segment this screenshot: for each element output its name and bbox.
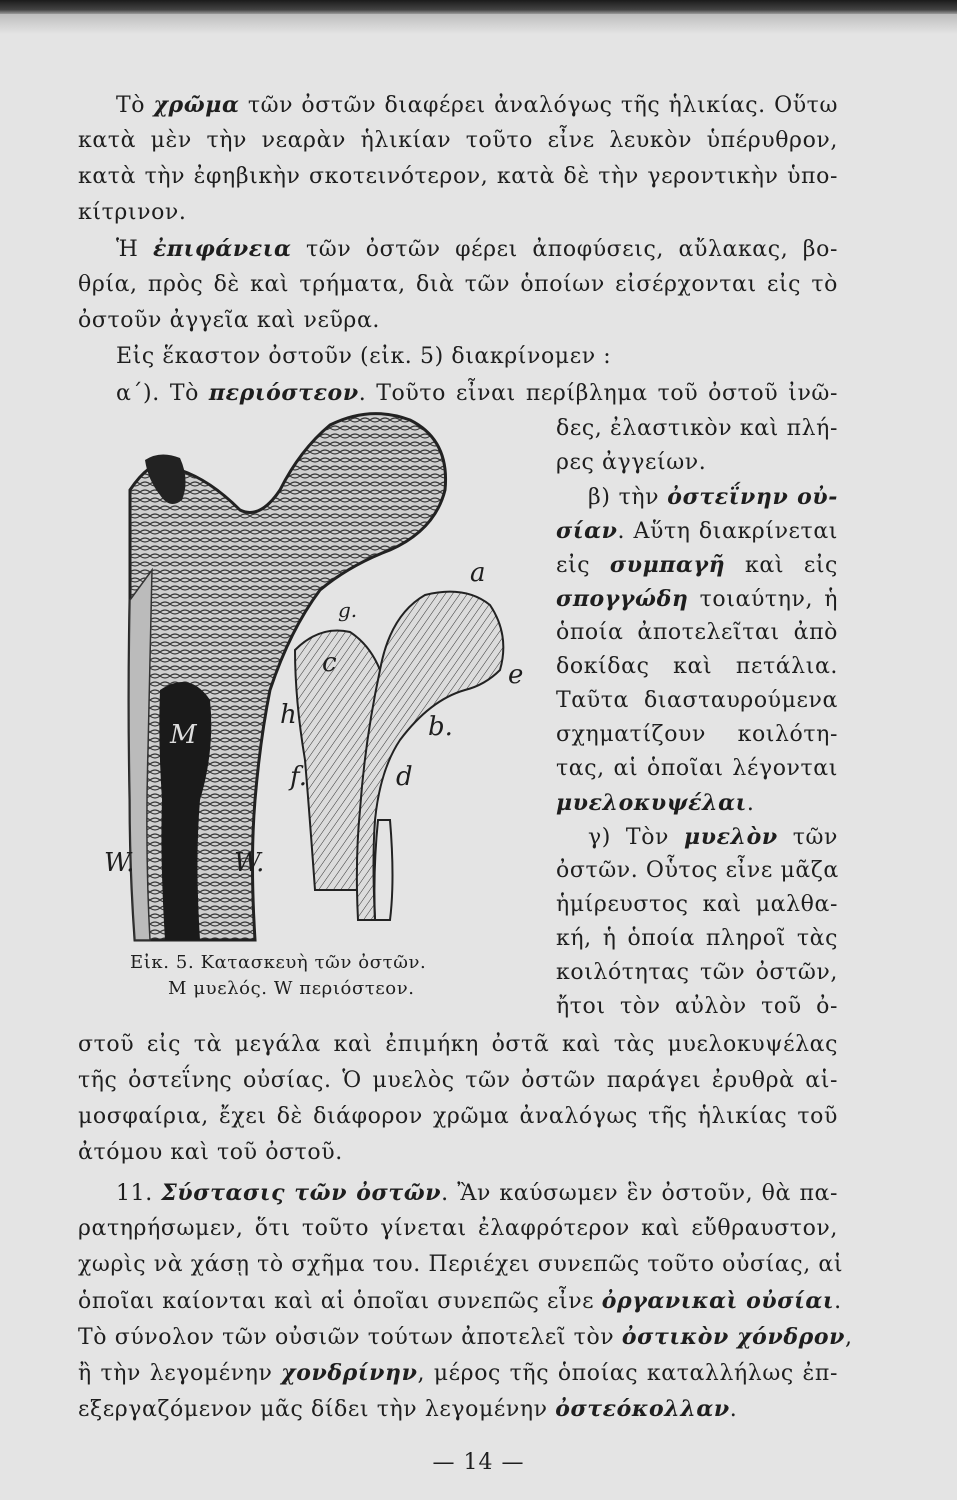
- column-line: κή, ἡ ὁποία πληροῖ τὰς: [556, 926, 838, 951]
- figure-label-W-left: W.: [104, 848, 135, 878]
- section-heading-line: 11. Σύστασις τῶν ὀστῶν. Ἂν καύσωμεν ἓν ὀστοῦν, θὰ πα-: [116, 1180, 839, 1206]
- column-line: ἤτοι τὸν αὐλὸν τοῦ ὀ-: [556, 994, 838, 1019]
- text-line: κατὰ μὲν τὴν νεαρὰν ἡλικίαν τοῦτο εἶνε λευκὸν ὑπέρυθρον,: [78, 128, 838, 153]
- text-line: τῆς ὀστεΐνης οὐσίας. Ὁ μυελὸς τῶν ὀστῶν παράγει ἐρυθρὰ αἱ-: [78, 1068, 838, 1093]
- column-line: σίαν. Αὕτη διακρίνεται: [556, 518, 838, 544]
- figure-label-e: e: [508, 660, 524, 690]
- figure-label-g: g.: [338, 598, 358, 622]
- figure-label-h: h: [280, 700, 297, 730]
- text-line: Τὸ σύνολον τῶν οὐσιῶν τούτων ἀποτελεῖ τὸν ὀστικὸν χόνδρον,: [78, 1324, 853, 1350]
- text-line: εξεργαζόμενον μᾶς δίδει τὴν λεγομένην ὀστεόκολλαν.: [78, 1396, 738, 1422]
- text-line: ὁποῖαι καίονται καὶ αἱ ὁποῖαι συνεπῶς εἶνε ὀργανικαὶ οὐσίαι.: [78, 1288, 842, 1314]
- figure-label-M: M: [170, 720, 197, 750]
- column-line: γ) Τὸν μυελὸν τῶν: [588, 824, 838, 850]
- column-line: ρες ἀγγείων.: [556, 450, 707, 475]
- column-line: ἡμίρευστος καὶ μαλθα-: [556, 892, 838, 917]
- text-line: κατὰ τὴν ἐφηβικὴν σκοτεινότερον, κατὰ δὲ τὴν γεροντικὴν ὑπο-: [78, 164, 838, 189]
- text-line: ἢ τὴν λεγομένην χονδρίνην, μέρος τῆς ὁποίας καταλλήλως ἐπ-: [78, 1360, 838, 1386]
- text-line: ὀστοῦν ἀγγεῖα καὶ νεῦρα.: [78, 308, 381, 333]
- figure-label-a: a: [470, 558, 486, 588]
- figure-caption: Εἰκ. 5. Κατασκευὴ τῶν ὀστῶν.: [130, 952, 427, 973]
- bone-figure: [90, 400, 550, 960]
- text-line: Τὸ χρῶμα τῶν ὀστῶν διαφέρει ἀναλόγως τῆς ἡλικίας. Οὕτω: [116, 92, 838, 118]
- text-line: μοσφαίρια, ἔχει δὲ διάφορον χρῶμα ἀναλόγως τῆς ἡλικίας τοῦ: [78, 1104, 838, 1129]
- column-line: μυελοκυψέλαι.: [556, 790, 755, 816]
- text-line: ρατηρήσωμεν, ὅτι τοῦτο γίνεται ἐλαφρότερον καὶ εὔθραυστον,: [78, 1216, 838, 1241]
- figure-label-f: f.: [290, 762, 307, 792]
- column-line: δες, ἐλαστικὸν καὶ πλή-: [556, 416, 838, 441]
- page-number: — 14 —: [432, 1450, 525, 1475]
- text-line: Εἰς ἕκαστον ὀστοῦν (εἰκ. 5) διακρίνομεν :: [116, 344, 612, 369]
- femur-illustration: [90, 400, 550, 960]
- figure-label-c: c: [322, 648, 337, 678]
- column-line: σπογγώδη τοιαύτην, ἡ: [556, 586, 838, 612]
- figure-caption-legend: Μ μυελός. W περιόστεον.: [168, 978, 415, 999]
- fiber-head: [357, 592, 503, 920]
- text-line: ἀτόμου καὶ τοῦ ὀστοῦ.: [78, 1140, 343, 1165]
- column-line: ὁποία ἀποτελεῖται ἀπὸ: [556, 620, 838, 645]
- text-line: κίτρινον.: [78, 200, 187, 225]
- column-line: κοιλότητας τῶν ὀστῶν,: [556, 960, 838, 985]
- column-line: σχηματίζουν κοιλότη-: [556, 722, 838, 747]
- column-line: ὀστῶν. Οὗτος εἶνε μᾶζα: [556, 858, 839, 883]
- text-line: χωρὶς νὰ χάσῃ τὸ σχῆμα του. Περιέχει συνεπῶς τοῦτο οὐσίας, αἱ: [78, 1252, 844, 1277]
- column-line: εἰς συμπαγῆ καὶ εἰς: [556, 552, 838, 578]
- figure-label-b: b.: [428, 712, 453, 742]
- text-line: στοῦ εἰς τὰ μεγάλα καὶ ἐπιμήκη ὀστᾶ καὶ τὰς μυελοκυψέλας: [78, 1032, 838, 1057]
- column-line: Ταῦτα διασταυρούμενα: [556, 688, 838, 713]
- text-line: α΄). Τὸ περιόστεον. Τοῦτο εἶναι περίβλημα τοῦ ὀστοῦ ἰνῶ-: [116, 380, 838, 406]
- column-line: τας, αἱ ὁποῖαι λέγονται: [556, 756, 838, 781]
- text-line: θρία, πρὸς δὲ καὶ τρήματα, διὰ τῶν ὁποίων εἰσέρχονται εἰς τὸ: [78, 272, 838, 297]
- column-line: δοκίδας καὶ πετάλια.: [556, 654, 838, 679]
- figure-label-W-right: W.: [234, 848, 265, 878]
- figure-label-d: d: [396, 762, 413, 792]
- column-line: β) τὴν ὀστεΐνην οὐ-: [588, 484, 839, 510]
- text-line: Ἡ ἐπιφάνεια τῶν ὀστῶν φέρει ἀποφύσεις, αὔλακας, βο-: [116, 236, 838, 262]
